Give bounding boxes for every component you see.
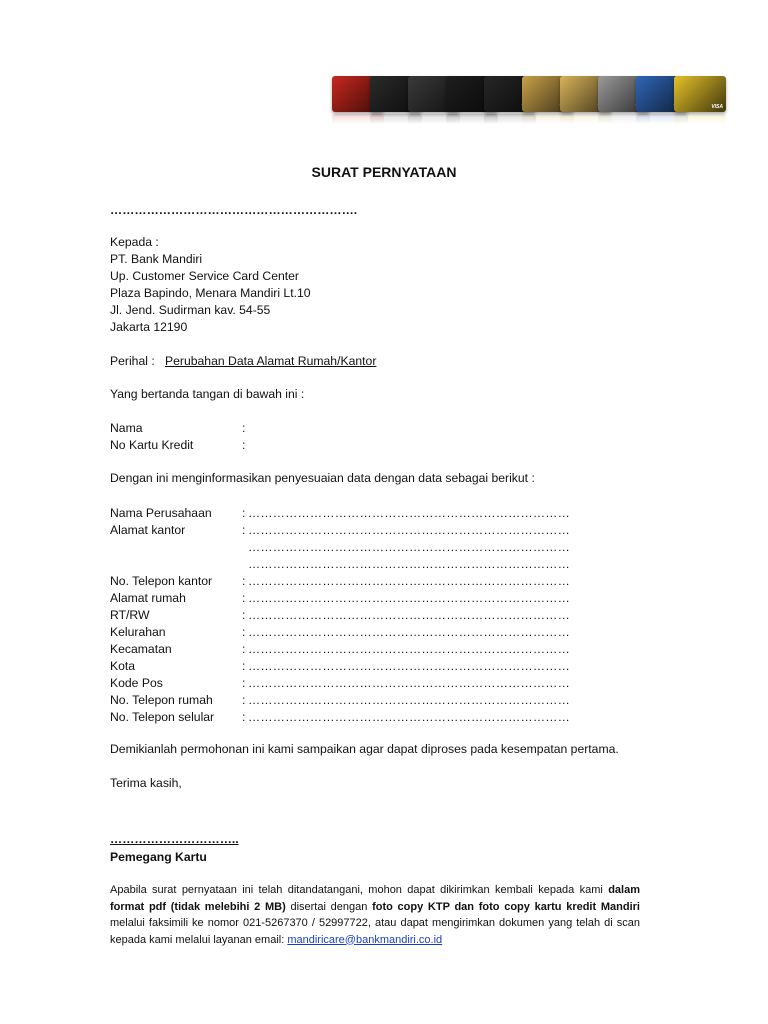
card-brand: VISA	[711, 104, 723, 110]
subject-label: Perihal :	[110, 354, 155, 368]
field-colon: :	[242, 710, 246, 724]
field-colon: :	[242, 608, 246, 622]
field-label: No. Telepon kantor	[110, 574, 213, 588]
thanks-text: Terima kasih,	[110, 776, 182, 790]
note-bold: foto copy KTP dan foto copy kartu kredit Mandiri	[372, 900, 640, 913]
document-title: SURAT PERNYATAAN	[311, 164, 457, 180]
field-colon: :	[242, 523, 246, 537]
field-blank: ……………………………………………………………………	[248, 710, 571, 724]
recipient-line: Kepada :	[110, 235, 159, 249]
field-label: No. Telepon rumah	[110, 693, 213, 707]
name-label: Nama	[110, 421, 143, 435]
signature-line: …………………………..	[110, 832, 239, 846]
recipient-line: Jl. Jend. Sudirman kav. 54-55	[110, 303, 271, 317]
credit-card-image	[674, 76, 726, 112]
field-colon: :	[242, 625, 246, 639]
field-colon: :	[242, 506, 246, 520]
field-label: Kecamatan	[110, 642, 172, 656]
field-blank: ……………………………………………………………………	[248, 625, 571, 639]
credit-card-banner	[332, 72, 730, 124]
field-blank: ……………………………………………………………………	[248, 574, 571, 588]
note-bold: dalam format pdf (tidak melebihi 2 MB)	[110, 884, 640, 913]
recipient-line: Jakarta 12190	[110, 320, 188, 334]
card-number-label: No Kartu Kredit	[110, 438, 194, 452]
field-label: Kelurahan	[110, 625, 166, 639]
subject-value: Perubahan Data Alamat Rumah/Kantor	[165, 354, 377, 368]
field-blank: ……………………………………………………………………	[248, 523, 571, 537]
card-reflection	[674, 114, 726, 124]
note-text: disertai dengan	[285, 900, 373, 913]
field-label: Alamat rumah	[110, 591, 186, 605]
field-label: Alamat kantor	[110, 523, 186, 537]
recipient-line: PT. Bank Mandiri	[110, 252, 203, 266]
field-colon: :	[242, 591, 246, 605]
name-colon: :	[242, 421, 246, 435]
field-blank: ……………………………………………………………………	[248, 676, 571, 690]
intro-text: Yang bertanda tangan di bawah ini :	[110, 387, 305, 401]
field-blank: ……………………………………………………………………	[248, 659, 571, 673]
field-colon: :	[242, 642, 246, 656]
submission-note	[110, 882, 640, 948]
card-number-colon: :	[242, 438, 246, 452]
field-label: RT/RW	[110, 608, 150, 622]
field-colon: :	[242, 676, 246, 690]
field-blank: ……………………………………………………………………	[248, 608, 571, 622]
date-line: …………………………………………………….	[110, 203, 358, 217]
field-blank: ……………………………………………………………………	[248, 693, 571, 707]
field-colon: :	[242, 574, 246, 588]
field-blank: ……………………………………………………………………	[248, 591, 571, 605]
signature-role: Pemegang Kartu	[110, 850, 207, 864]
field-label: Kode Pos	[110, 676, 163, 690]
field-blank: ……………………………………………………………………	[248, 540, 571, 554]
field-colon: :	[242, 659, 246, 673]
closing-text: Demikianlah permohonan ini kami sampaikan agar dapat diproses pada kesempatan pertama.	[110, 742, 619, 756]
info-intro: Dengan ini menginformasikan penyesuaian data dengan data sebagai berikut :	[110, 471, 535, 485]
field-colon: :	[242, 693, 246, 707]
field-label: Nama Perusahaan	[110, 506, 212, 520]
field-label: No. Telepon selular	[110, 710, 215, 724]
field-label: Kota	[110, 659, 136, 673]
field-blank: ……………………………………………………………………	[248, 506, 571, 520]
note-text: Apabila surat pernyataan ini telah ditandatangani, mohon dapat dikirimkan kembali kepada kami	[110, 884, 609, 896]
note-text: melalui faksimili ke nomor 021-5267370 / 52997722, atau dapat mengirimkan dokumen yang telah di scan kepada kami melalui layanan email:	[110, 917, 640, 946]
field-blank: ……………………………………………………………………	[248, 557, 571, 571]
recipient-line: Plaza Bapindo, Menara Mandiri Lt.10	[110, 286, 311, 300]
email-link[interactable]: mandiricare@bankmandiri.co.id	[287, 933, 443, 946]
field-blank: ……………………………………………………………………	[248, 642, 571, 656]
recipient-line: Up. Customer Service Card Center	[110, 269, 299, 283]
